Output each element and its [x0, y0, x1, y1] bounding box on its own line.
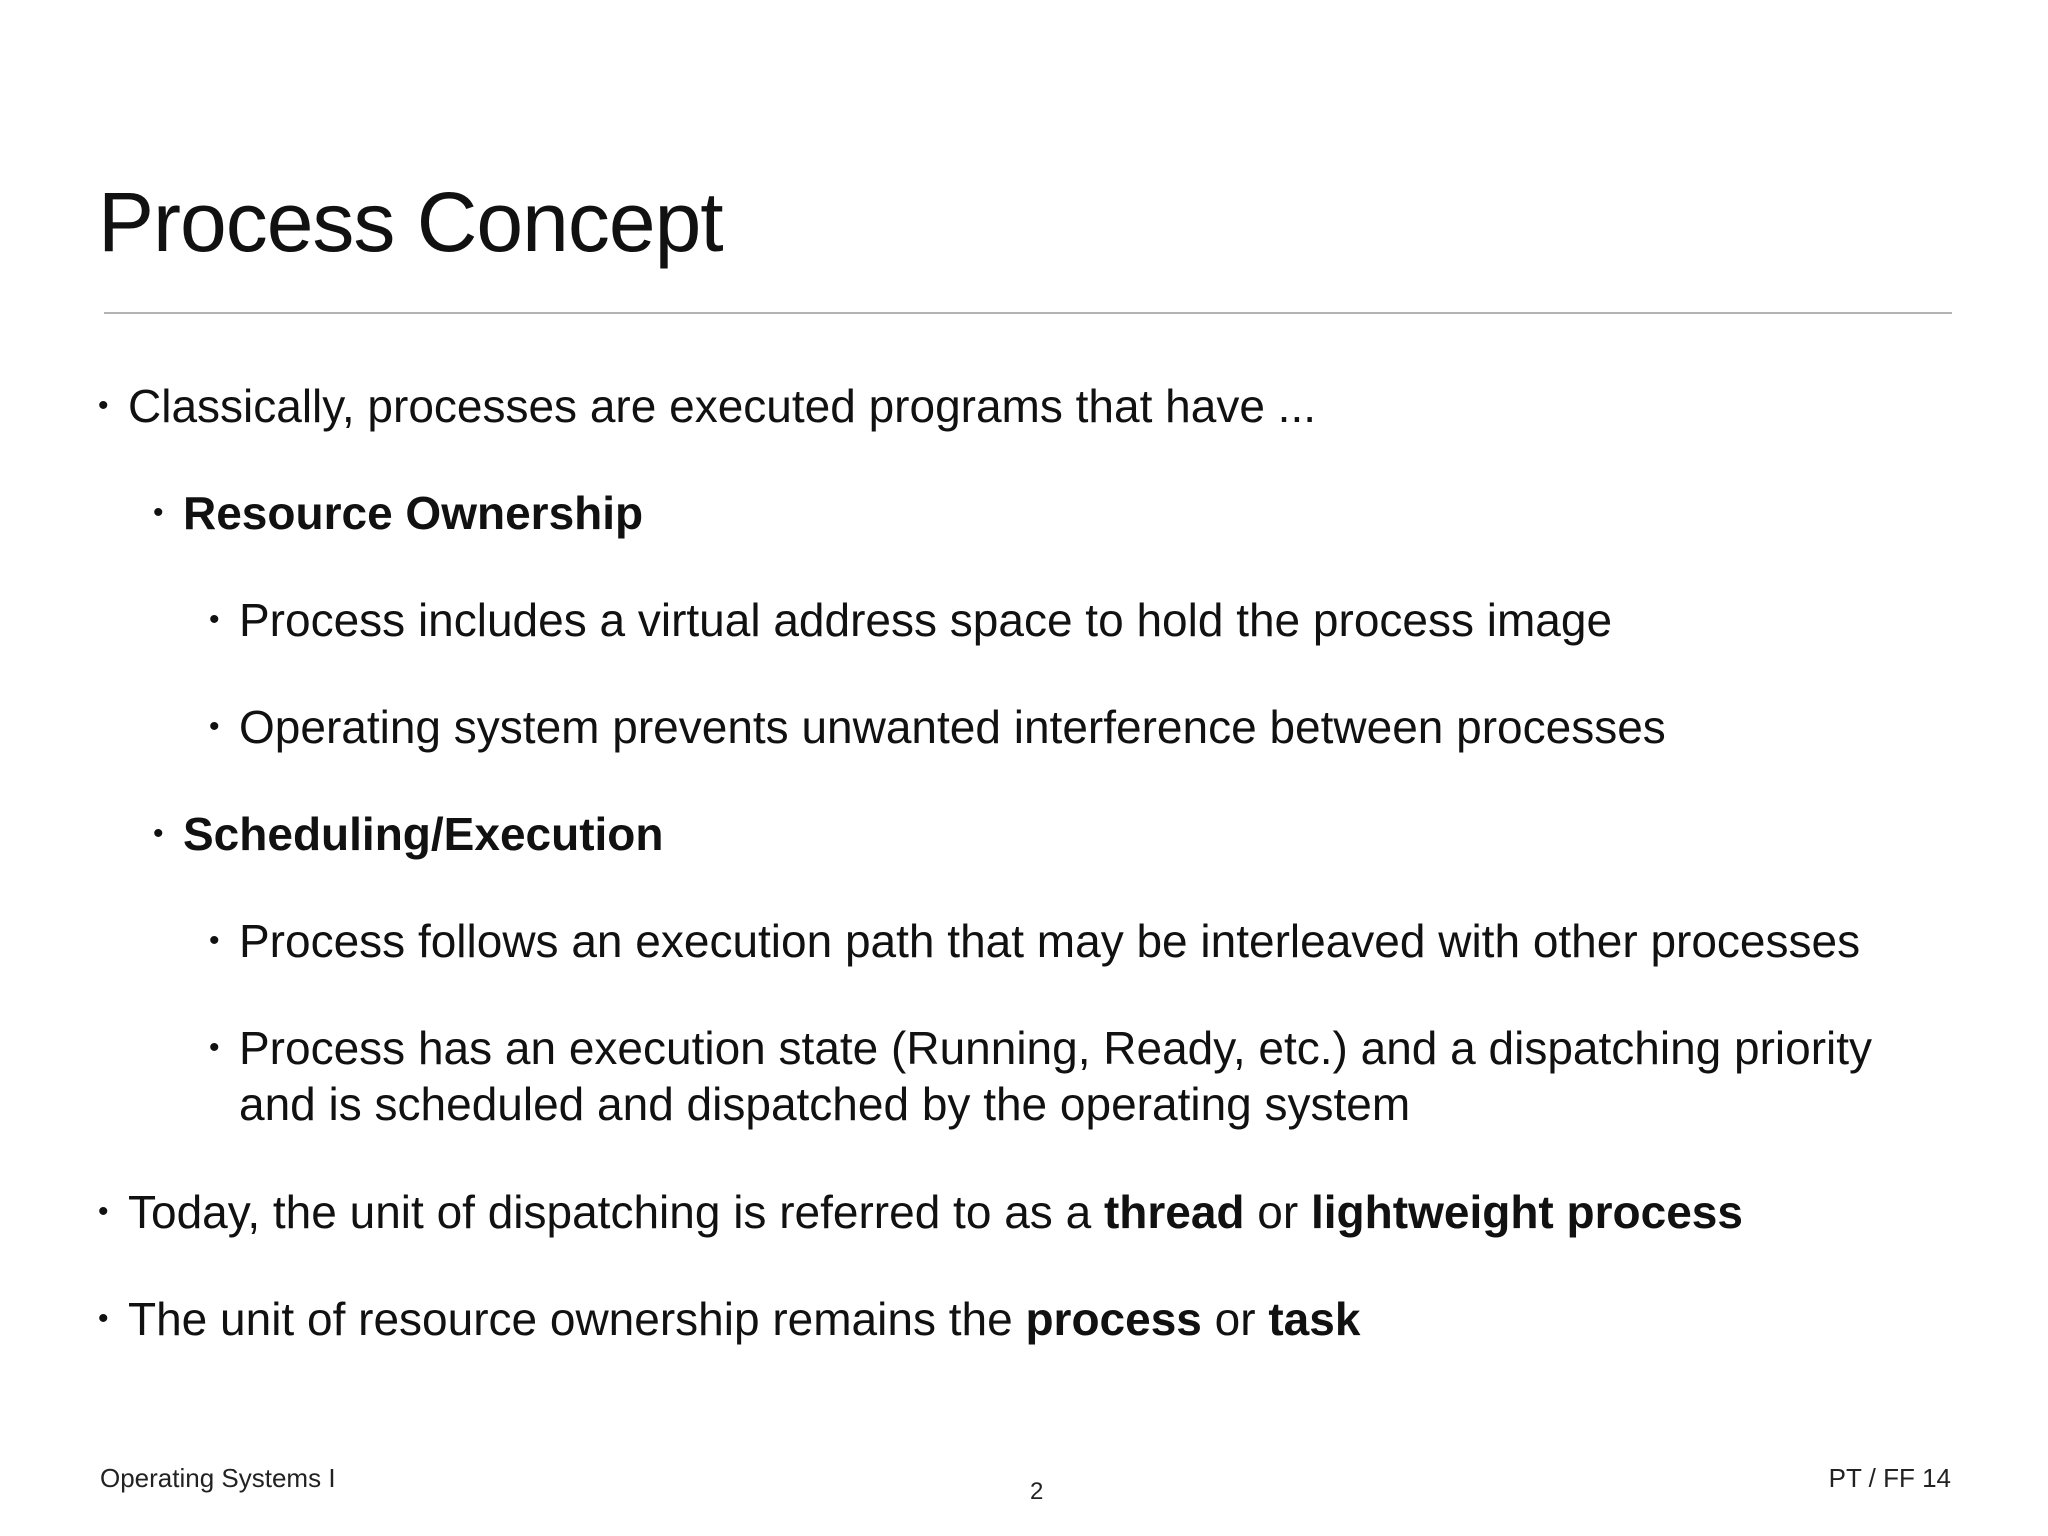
bullet-resource-ownership	[153, 485, 644, 541]
slide-title: Process Concept	[98, 175, 723, 269]
bullet-text: The unit of resource ownership remains the	[128, 1293, 1026, 1345]
conjunction-or: or	[1244, 1186, 1311, 1238]
bullet-interference	[209, 699, 1666, 755]
bullet-icon: •	[98, 1302, 109, 1335]
bullet-icon: •	[153, 817, 164, 850]
bullet-classically	[98, 378, 1317, 434]
bullet-virtual-address-space	[209, 592, 1613, 648]
bullet-execution-state	[209, 1020, 1873, 1132]
bullet-icon: •	[209, 1031, 220, 1064]
bullet-icon: •	[209, 924, 220, 957]
bullet-text: Classically, processes are executed programs that have ...	[128, 380, 1317, 432]
bullet-scheduling-execution	[153, 806, 664, 862]
conjunction-or: or	[1201, 1293, 1269, 1345]
bullet-text: Operating system prevents unwanted interference between processes	[239, 701, 1666, 753]
bullet-icon: •	[98, 389, 109, 422]
term-task: task	[1268, 1293, 1361, 1345]
bullet-icon: •	[209, 603, 220, 636]
bullet-icon: •	[209, 710, 220, 743]
bullet-icon: •	[98, 1195, 109, 1228]
footer-course-name: Operating Systems I	[100, 1463, 336, 1493]
bullet-text: Scheduling/Execution	[183, 808, 664, 860]
bullet-unit-of-dispatching	[98, 1184, 1743, 1240]
bullet-text: Process includes a virtual address space to hold the process image	[239, 594, 1613, 646]
bullet-icon: •	[153, 496, 164, 529]
bullet-text: Process follows an execution path that may be interleaved with other processes	[239, 915, 1861, 967]
footer-author-term: PT / FF 14	[1828, 1463, 1951, 1493]
bullet-text-line-2: and is scheduled and dispatched by the operating system	[239, 1078, 1411, 1130]
bullet-text-line-1: Process has an execution state (Running, Ready, etc.) and a dispatching priority	[239, 1022, 1873, 1074]
term-lightweight-process: lightweight process	[1311, 1186, 1743, 1238]
term-process: process	[1025, 1293, 1202, 1345]
bullet-execution-path	[209, 913, 1861, 969]
term-thread: thread	[1103, 1186, 1245, 1238]
bullet-text: Today, the unit of dispatching is referred to as a	[128, 1186, 1104, 1238]
bullet-text: Resource Ownership	[183, 487, 644, 539]
bullet-unit-of-resource-ownership	[98, 1291, 1361, 1347]
title-divider	[104, 312, 1952, 314]
footer-page-number: 2	[1030, 1478, 1044, 1505]
